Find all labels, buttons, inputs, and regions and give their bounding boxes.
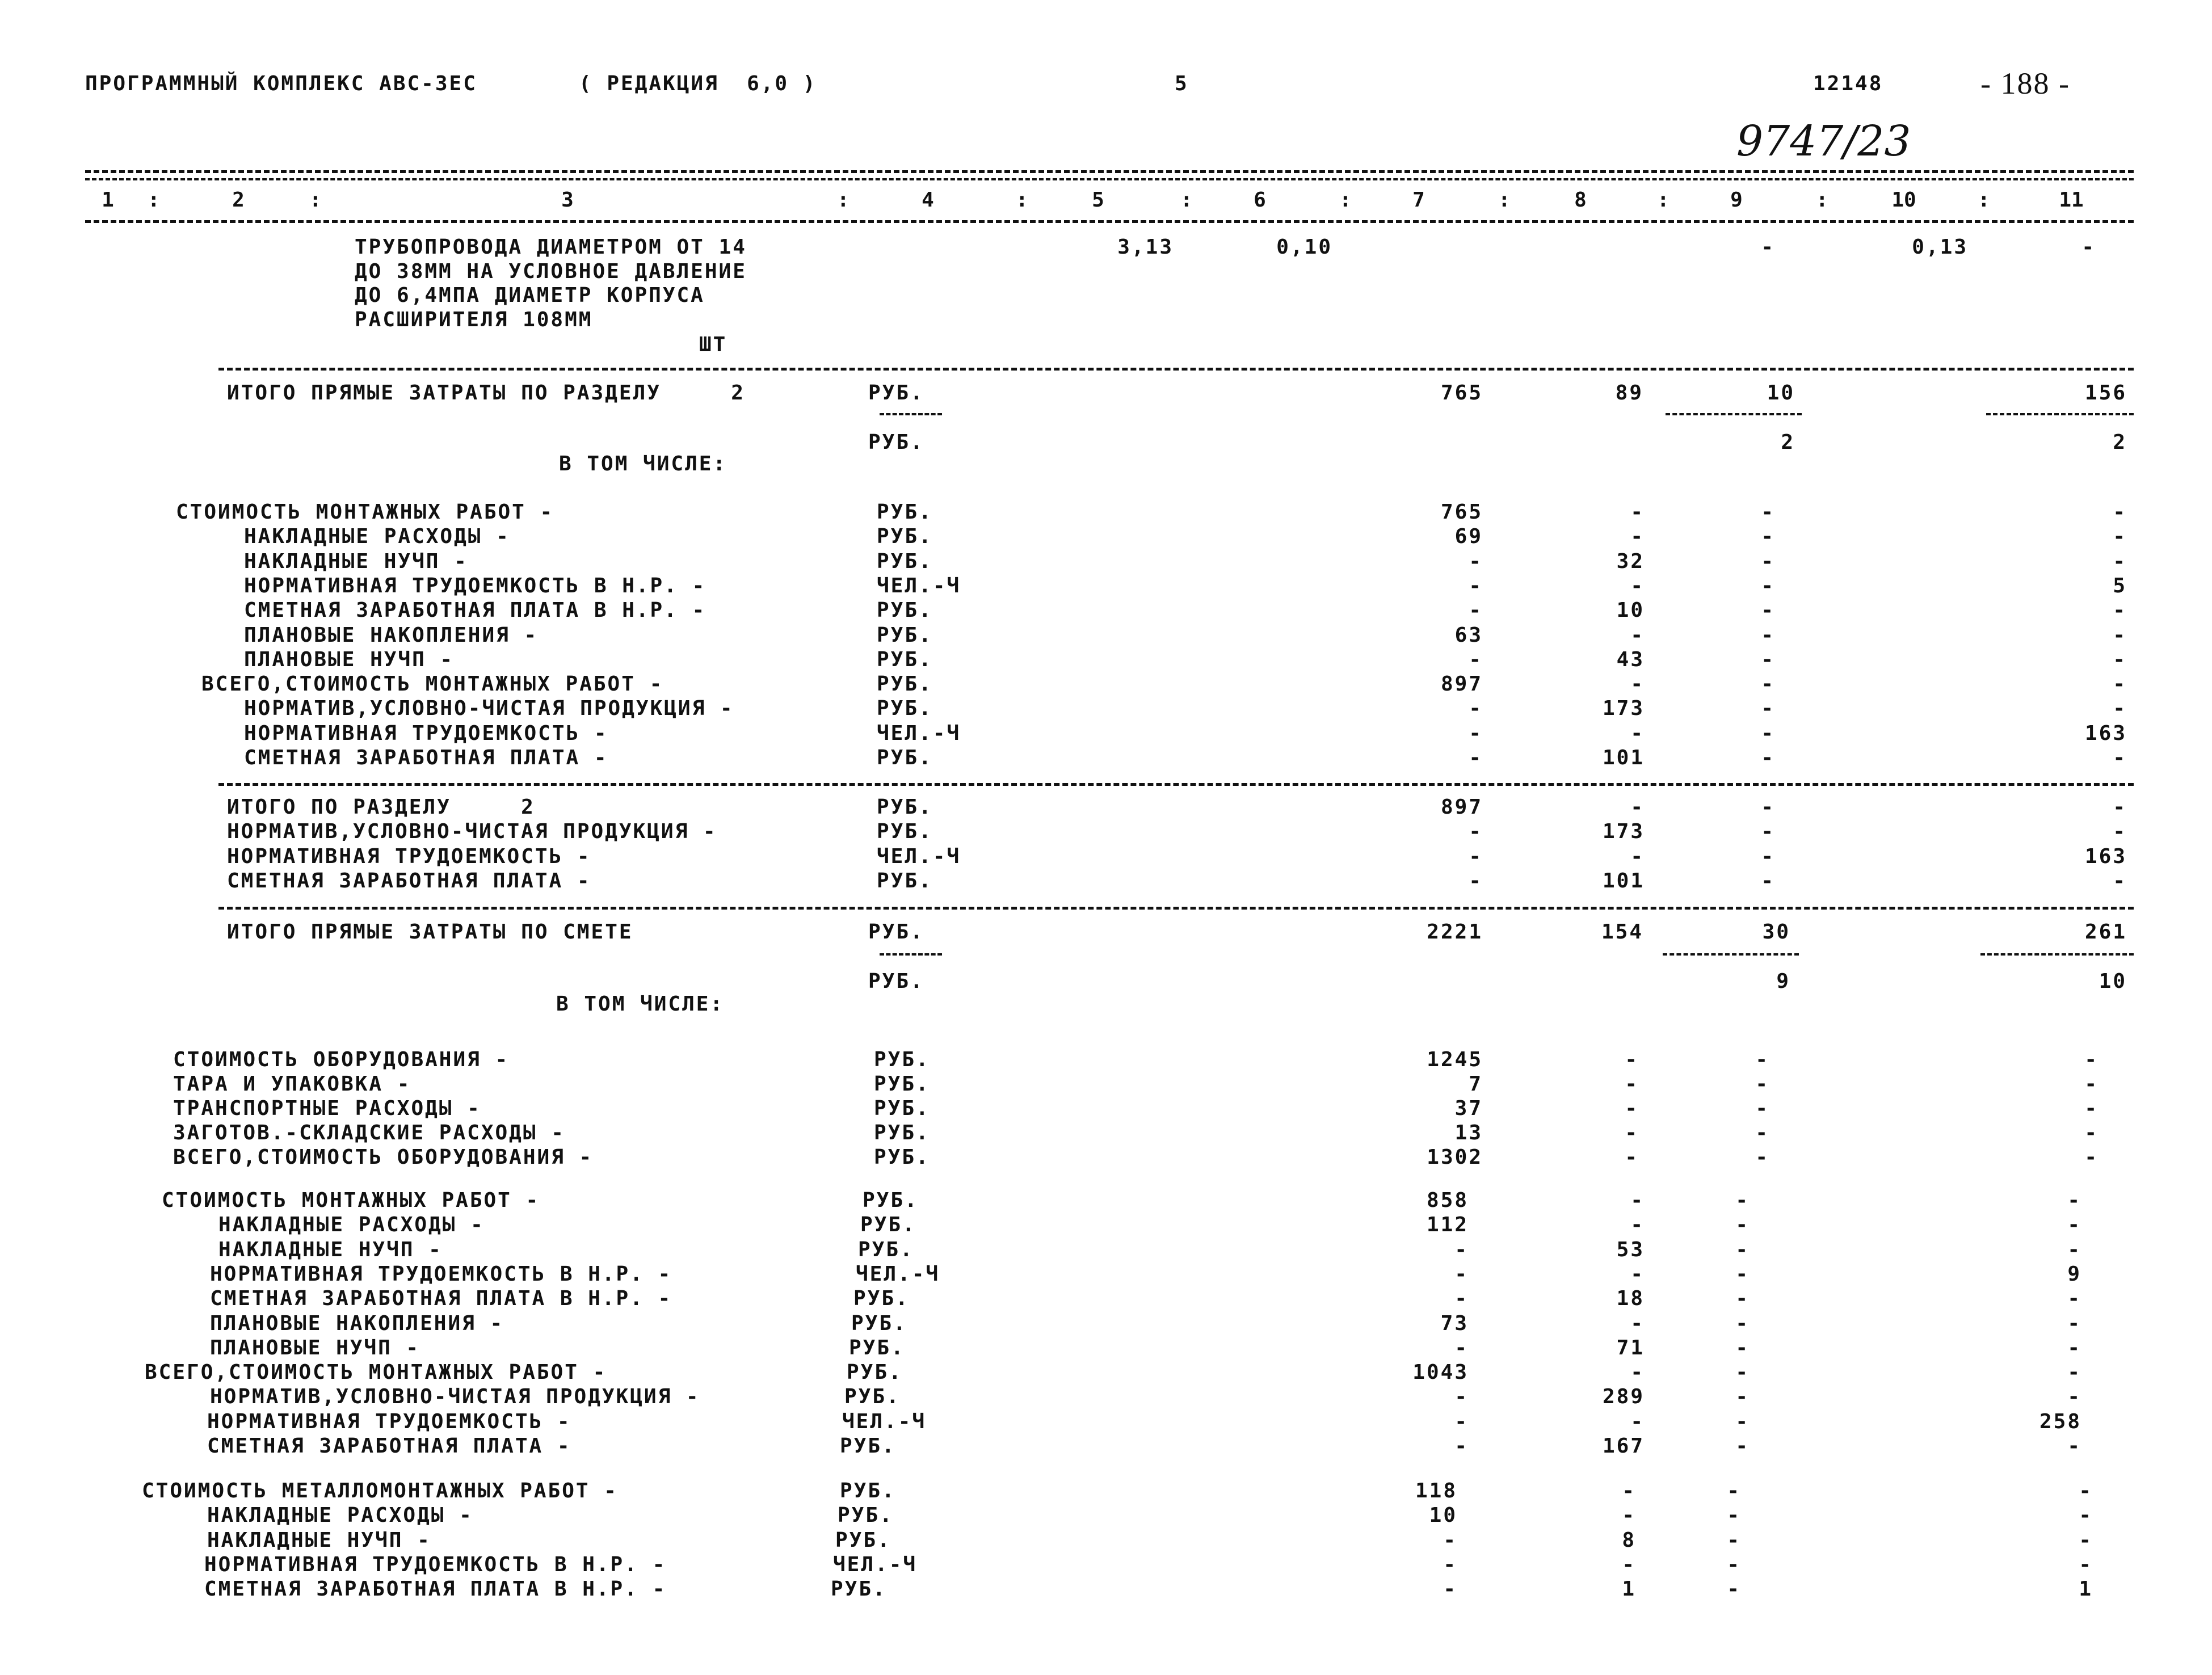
row-label: СТОИМОСТЬ МОНТАЖНЫХ РАБОТ - (176, 500, 554, 524)
row-col7: - (1469, 599, 1483, 622)
row-col9: - (1761, 500, 1775, 524)
program-title: ПРОГРАММНЫЙ КОМПЛЕКС АВС-3ЕС (85, 72, 477, 95)
estimate-total-col11-lower: 10 (2099, 970, 2127, 993)
row-col9: - (1727, 1577, 1741, 1601)
row-label: ВСЕГО,СТОИМОСТЬ МОНТАЖНЫХ РАБОТ - (145, 1361, 607, 1384)
row-unit: РУБ. (877, 525, 933, 549)
row-unit: РУБ. (877, 599, 933, 622)
row-unit: РУБ. (874, 1072, 930, 1096)
row-unit: РУБ. (840, 1434, 896, 1458)
row-col7: 69 (1454, 525, 1483, 549)
row-unit: РУБ. (877, 869, 933, 893)
column-separator: : (1978, 188, 1990, 212)
row-col7: - (1469, 549, 1483, 573)
row-unit: РУБ. (877, 697, 933, 721)
row-col7: 1043 (1412, 1361, 1469, 1384)
row-unit: ЧЕЛ.-Ч (877, 844, 961, 868)
row-unit: ЧЕЛ.-Ч (842, 1409, 927, 1433)
top-item-col9: - (1761, 235, 1775, 259)
row-label: ТАРА И УПАКОВКА - (173, 1072, 411, 1096)
column-separator: : (148, 188, 160, 212)
row-label: ПЛАНОВЫЕ НУЧП - (244, 647, 455, 671)
row-col8: - (1622, 1504, 1636, 1527)
column-separator: : (837, 188, 850, 212)
row-col8: - (1630, 672, 1645, 696)
estimate-total-unit: РУБ. (868, 920, 924, 944)
row-label: СТОИМОСТЬ МЕТАЛЛОМОНТАЖНЫХ РАБОТ - (142, 1479, 618, 1503)
row-col7: - (1469, 844, 1483, 868)
row-col7: - (1454, 1385, 1469, 1409)
estimate-total-col9: 30 (1762, 920, 1790, 944)
row-col8: - (1630, 500, 1645, 524)
page-number: - 188 - (1980, 66, 2070, 100)
row-unit: РУБ. (874, 1097, 930, 1120)
column-separator: : (1016, 188, 1028, 212)
row-col11: - (2067, 1238, 2081, 1261)
row-col7: 765 (1440, 500, 1483, 524)
row-col11: - (2079, 1479, 2093, 1503)
row-col8: - (1622, 1479, 1636, 1503)
row-label: СМЕТНАЯ ЗАРАБОТНАЯ ПЛАТА В Н.Р. - (204, 1577, 667, 1601)
row-col7: - (1454, 1409, 1469, 1433)
row-col11: - (2079, 1528, 2093, 1552)
row-col9: - (1735, 1361, 1750, 1384)
row-col9: - (1761, 721, 1775, 745)
section1-total-col9: 10 (1767, 381, 1795, 405)
row-col9: - (1755, 1048, 1769, 1071)
row-col9: - (1735, 1336, 1750, 1360)
row-col9: - (1755, 1097, 1769, 1120)
row-col11: - (2113, 820, 2127, 844)
row-col8: - (1630, 1409, 1645, 1433)
row-col11: - (2067, 1213, 2081, 1237)
row-label: НАКЛАДНЫЕ НУЧП - (207, 1528, 431, 1552)
row-unit: РУБ. (849, 1336, 905, 1360)
row-label: СМЕТНАЯ ЗАРАБОТНАЯ ПЛАТА В Н.Р. - (244, 599, 707, 622)
table-top-rule-1 (85, 170, 2134, 173)
row-label: НАКЛАДНЫЕ НУЧП - (218, 1238, 443, 1261)
row-col11: - (2113, 796, 2127, 819)
row-col9: - (1735, 1262, 1750, 1286)
row-col9: - (1761, 796, 1775, 819)
estimate-total-col8: 154 (1601, 920, 1643, 944)
row-label: СТОИМОСТЬ ОБОРУДОВАНИЯ - (173, 1048, 510, 1071)
row-col9: - (1761, 549, 1775, 573)
column-number: 4 (922, 188, 934, 212)
underline-s2-unit (880, 953, 942, 956)
row-col8: - (1630, 1213, 1645, 1237)
row-col11: 5 (2113, 574, 2127, 597)
top-item-col6: 0,10 (1276, 235, 1332, 259)
row-col7: - (1454, 1287, 1469, 1311)
row-col8: - (1622, 1552, 1636, 1576)
row-label: ПЛАНОВЫЕ НАКОПЛЕНИЯ - (210, 1311, 504, 1335)
row-col8: - (1625, 1121, 1639, 1144)
section1-total-label: ИТОГО ПРЯМЫЕ ЗАТРАТЫ ПО РАЗДЕЛУ 2 (227, 381, 745, 405)
row-col7: 10 (1429, 1504, 1457, 1527)
row-label: НОРМАТИВНАЯ ТРУДОЕМКОСТЬ - (227, 844, 591, 868)
row-label: ЗАГОТОВ.-СКЛАДСКИЕ РАСХОДЫ - (173, 1121, 565, 1144)
row-label: НОРМАТИВНАЯ ТРУДОЕМКОСТЬ В Н.Р. - (244, 574, 707, 597)
row-label: ИТОГО ПО РАЗДЕЛУ 2 (227, 796, 535, 819)
row-col11: - (2084, 1146, 2099, 1169)
row-col11: 1 (2079, 1577, 2093, 1601)
row-label: НАКЛАДНЫЕ РАСХОДЫ - (207, 1504, 473, 1527)
row-unit: РУБ. (860, 1213, 916, 1237)
row-unit: ЧЕЛ.-Ч (877, 574, 961, 597)
estimate-total-label: ИТОГО ПРЯМЫЕ ЗАТРАТЫ ПО СМЕТЕ (227, 920, 633, 944)
row-col9: - (1761, 820, 1775, 844)
underline-s1-unit (880, 413, 942, 415)
row-col9: - (1761, 647, 1775, 671)
row-col11: - (2067, 1361, 2081, 1384)
underline-s2-c9 (1663, 953, 1799, 956)
row-label: ПЛАНОВЫЕ НАКОПЛЕНИЯ - (244, 623, 539, 647)
edition-label: ( РЕДАКЦИЯ 6,0 ) (579, 72, 817, 95)
row-col11: - (2079, 1504, 2093, 1527)
row-col8: 167 (1602, 1434, 1645, 1458)
section1-total-unit2: РУБ. (868, 431, 924, 454)
row-col9: - (1735, 1213, 1750, 1237)
sheet-number: 5 (1175, 72, 1189, 95)
row-col9: - (1761, 574, 1775, 597)
row-col9: - (1727, 1504, 1741, 1527)
rule-before-s1 (218, 368, 2134, 371)
row-col9: - (1735, 1434, 1750, 1458)
row-col8: 71 (1616, 1336, 1645, 1360)
row-label: НОРМАТИВНАЯ ТРУДОЕМКОСТЬ В Н.Р. - (210, 1262, 672, 1286)
document-code: 12148 (1813, 72, 1883, 95)
row-col9: - (1735, 1409, 1750, 1433)
row-label: СТОИМОСТЬ МОНТАЖНЫХ РАБОТ - (162, 1189, 540, 1212)
row-col11: - (2113, 599, 2127, 622)
estimate-including-heading: В ТОМ ЧИСЛЕ: (556, 992, 725, 1016)
row-col8: 101 (1602, 746, 1645, 769)
row-col8: - (1630, 1311, 1645, 1335)
row-col11: - (2113, 500, 2127, 524)
row-col8: 173 (1602, 820, 1645, 844)
row-label: НОРМАТИВ,УСЛОВНО-ЧИСТАЯ ПРОДУКЦИЯ - (210, 1385, 700, 1409)
row-col11: - (2084, 1072, 2099, 1096)
row-label: НАКЛАДНЫЕ НУЧП - (244, 549, 468, 573)
row-col9: - (1761, 697, 1775, 721)
row-label: ТРАНСПОРТНЫЕ РАСХОДЫ - (173, 1097, 481, 1120)
row-col9: - (1735, 1189, 1750, 1212)
row-col11: - (2079, 1552, 2093, 1576)
row-col9: - (1761, 599, 1775, 622)
row-unit: РУБ. (874, 1121, 930, 1144)
row-col7: 73 (1440, 1311, 1469, 1335)
section1-total-col8: 89 (1615, 381, 1643, 405)
row-col7: 897 (1440, 796, 1483, 819)
row-col8: 10 (1616, 599, 1645, 622)
rule-before-s2 (218, 907, 2134, 910)
row-col11: - (2113, 647, 2127, 671)
row-col9: - (1761, 623, 1775, 647)
row-col11: - (2084, 1121, 2099, 1144)
row-col11: - (2113, 549, 2127, 573)
row-col8: 289 (1602, 1385, 1645, 1409)
row-col11: - (2084, 1048, 2099, 1071)
row-col7: - (1469, 697, 1483, 721)
column-separator: : (1657, 188, 1669, 212)
row-col8: - (1625, 1048, 1639, 1071)
row-col11: 9 (2067, 1262, 2081, 1286)
row-unit: РУБ. (844, 1385, 901, 1409)
row-col7: - (1469, 820, 1483, 844)
row-col9: - (1727, 1528, 1741, 1552)
row-unit: РУБ. (877, 500, 933, 524)
row-col11: 163 (2084, 844, 2127, 868)
estimate-total-col11: 261 (2084, 920, 2127, 944)
description-line: ТРУБОПРОВОДА ДИАМЕТРОМ ОТ 14 (355, 235, 747, 259)
row-col8: 43 (1616, 647, 1645, 671)
row-col7: - (1454, 1238, 1469, 1261)
row-col9: - (1735, 1238, 1750, 1261)
row-col9: - (1761, 672, 1775, 696)
row-col7: - (1469, 647, 1483, 671)
row-label: СМЕТНАЯ ЗАРАБОТНАЯ ПЛАТА - (207, 1434, 571, 1458)
row-col11: - (2113, 869, 2127, 893)
row-col8: - (1625, 1097, 1639, 1120)
row-label: СМЕТНАЯ ЗАРАБОТНАЯ ПЛАТА - (227, 869, 591, 893)
column-number: 2 (232, 188, 245, 212)
row-col8: - (1625, 1072, 1639, 1096)
column-header-rule (85, 220, 2134, 223)
column-number: 5 (1092, 188, 1104, 212)
section1-total-col9-lower: 2 (1781, 431, 1795, 454)
row-col8: - (1630, 721, 1645, 745)
description-line: ДО 6,4МПА ДИАМЕТР КОРПУСА (355, 284, 705, 307)
row-col11: 258 (2039, 1409, 2081, 1433)
row-col11: 163 (2084, 721, 2127, 745)
row-col8: 32 (1616, 549, 1645, 573)
row-col8: - (1630, 1361, 1645, 1384)
row-unit: РУБ. (851, 1311, 907, 1335)
row-unit: РУБ. (835, 1528, 891, 1552)
description-line: РАСШИРИТЕЛЯ 108ММ (355, 308, 593, 331)
row-col7: 7 (1469, 1072, 1483, 1096)
row-col8: 18 (1616, 1287, 1645, 1311)
top-item-col10: 0,13 (1912, 235, 1968, 259)
row-col11: - (2113, 697, 2127, 721)
row-col9: - (1735, 1311, 1750, 1335)
row-col11: - (2084, 1097, 2099, 1120)
column-separator: : (1816, 188, 1828, 212)
row-col8: - (1630, 525, 1645, 549)
row-unit: РУБ. (877, 623, 933, 647)
row-label: НАКЛАДНЫЕ РАСХОДЫ - (218, 1213, 485, 1237)
row-unit: РУБ. (858, 1238, 914, 1261)
column-separator: : (309, 188, 322, 212)
section1-total-col11-lower: 2 (2113, 431, 2127, 454)
row-unit: РУБ. (853, 1287, 910, 1311)
row-col9: - (1761, 746, 1775, 769)
row-col8: 53 (1616, 1238, 1645, 1261)
row-unit: РУБ. (877, 672, 933, 696)
row-col9: - (1755, 1146, 1769, 1169)
section1-total-unit: РУБ. (868, 381, 924, 405)
row-unit: РУБ. (840, 1479, 896, 1503)
row-col7: 858 (1426, 1189, 1469, 1212)
handwritten-number: 9747/23 (1736, 117, 1911, 166)
row-col11: - (2113, 525, 2127, 549)
row-unit: РУБ. (874, 1048, 930, 1071)
row-col11: - (2113, 746, 2127, 769)
section1-total-col11: 156 (2084, 381, 2127, 405)
row-col7: 1245 (1427, 1048, 1483, 1071)
section1-including-heading: В ТОМ ЧИСЛЕ: (559, 452, 727, 475)
row-label: НОРМАТИВ,УСЛОВНО-ЧИСТАЯ ПРОДУКЦИЯ - (227, 820, 717, 844)
row-col7: 63 (1454, 623, 1483, 647)
row-label: НОРМАТИВНАЯ ТРУДОЕМКОСТЬ В Н.Р. - (204, 1552, 667, 1576)
row-col7: - (1454, 1262, 1469, 1286)
estimate-total-col9-lower: 9 (1776, 970, 1790, 993)
row-label: СМЕТНАЯ ЗАРАБОТНАЯ ПЛАТА В Н.Р. - (210, 1287, 672, 1311)
row-col9: - (1761, 844, 1775, 868)
column-number: 10 (1891, 188, 1916, 212)
row-unit: РУБ. (874, 1146, 930, 1169)
column-number: 11 (2059, 188, 2084, 212)
row-col8: - (1625, 1146, 1639, 1169)
row-col7: 118 (1415, 1479, 1457, 1503)
row-col9: - (1761, 525, 1775, 549)
row-unit: РУБ. (877, 796, 933, 819)
column-number: 9 (1730, 188, 1743, 212)
column-number: 7 (1412, 188, 1425, 212)
row-col7: - (1454, 1434, 1469, 1458)
column-number: 8 (1574, 188, 1587, 212)
row-col11: - (2067, 1434, 2081, 1458)
row-col7: - (1443, 1528, 1457, 1552)
column-separator: : (1180, 188, 1193, 212)
row-col8: - (1630, 574, 1645, 597)
row-col9: - (1735, 1385, 1750, 1409)
table-top-rule-2 (85, 178, 2134, 180)
row-col7: 897 (1440, 672, 1483, 696)
row-col7: - (1469, 869, 1483, 893)
row-col7: 1302 (1427, 1146, 1483, 1169)
row-label: НОРМАТИВ,УСЛОВНО-ЧИСТАЯ ПРОДУКЦИЯ - (244, 697, 734, 721)
row-col11: - (2067, 1385, 2081, 1409)
row-col8: 8 (1622, 1528, 1636, 1552)
row-label: НАКЛАДНЫЕ РАСХОДЫ - (244, 525, 510, 549)
row-col8: 173 (1602, 697, 1645, 721)
row-col11: - (2067, 1189, 2081, 1212)
column-number: 3 (561, 188, 574, 212)
row-col8: - (1630, 796, 1645, 819)
row-col11: - (2113, 623, 2127, 647)
row-col8: - (1630, 623, 1645, 647)
row-col11: - (2067, 1336, 2081, 1360)
row-col7: - (1443, 1552, 1457, 1576)
row-col7: - (1469, 721, 1483, 745)
row-col9: - (1755, 1072, 1769, 1096)
row-col7: - (1454, 1336, 1469, 1360)
row-col9: - (1727, 1552, 1741, 1576)
row-col7: - (1469, 574, 1483, 597)
row-col8: - (1630, 844, 1645, 868)
row-unit: ЧЕЛ.-Ч (856, 1262, 940, 1286)
row-col8: - (1630, 1262, 1645, 1286)
row-label: СМЕТНАЯ ЗАРАБОТНАЯ ПЛАТА - (244, 746, 608, 769)
underline-s2-c11 (1980, 953, 2134, 956)
row-unit: РУБ. (877, 746, 933, 769)
row-unit: РУБ. (838, 1504, 894, 1527)
row-label: НОРМАТИВНАЯ ТРУДОЕМКОСТЬ - (207, 1409, 571, 1433)
row-unit: РУБ. (831, 1577, 887, 1601)
row-col11: - (2067, 1287, 2081, 1311)
row-unit: ЧЕЛ.-Ч (877, 721, 961, 745)
row-col8: 1 (1622, 1577, 1636, 1601)
row-col8: 101 (1602, 869, 1645, 893)
top-item-col11: - (2081, 235, 2096, 259)
row-unit: РУБ. (877, 549, 933, 573)
top-item-col5: 3,13 (1117, 235, 1174, 259)
row-col9: - (1735, 1287, 1750, 1311)
estimate-total-col7: 2221 (1427, 920, 1483, 944)
row-unit: РУБ. (863, 1189, 919, 1212)
row-col9: - (1755, 1121, 1769, 1144)
row-col7: - (1443, 1577, 1457, 1601)
top-item-unit: ШТ (699, 333, 727, 356)
row-col9: - (1727, 1479, 1741, 1503)
row-unit: РУБ. (877, 647, 933, 671)
row-col9: - (1761, 869, 1775, 893)
underline-s1-c11 (1986, 413, 2134, 415)
row-label: ПЛАНОВЫЕ НУЧП - (210, 1336, 420, 1360)
row-label: НОРМАТИВНАЯ ТРУДОЕМКОСТЬ - (244, 721, 608, 745)
column-separator: : (1339, 188, 1352, 212)
row-label: ВСЕГО,СТОИМОСТЬ МОНТАЖНЫХ РАБОТ - (201, 672, 664, 696)
column-number: 6 (1254, 188, 1266, 212)
column-number: 1 (102, 188, 114, 212)
row-col7: 13 (1454, 1121, 1483, 1144)
description-line: ДО 38ММ НА УСЛОВНОЕ ДАВЛЕНИЕ (355, 260, 747, 283)
row-col11: - (2113, 672, 2127, 696)
row-col11: - (2067, 1311, 2081, 1335)
row-col7: 112 (1426, 1213, 1469, 1237)
row-col7: 37 (1454, 1097, 1483, 1120)
row-unit: ЧЕЛ.-Ч (833, 1552, 918, 1576)
row-col8: - (1630, 1189, 1645, 1212)
underline-s1-c9 (1666, 413, 1802, 415)
row-unit: РУБ. (877, 820, 933, 844)
rule-before-b2 (218, 783, 2134, 786)
row-col7: - (1469, 746, 1483, 769)
section1-total-col7: 765 (1440, 381, 1483, 405)
estimate-total-unit2: РУБ. (868, 970, 924, 993)
column-separator: : (1498, 188, 1511, 212)
row-unit: РУБ. (847, 1361, 903, 1384)
row-label: ВСЕГО,СТОИМОСТЬ ОБОРУДОВАНИЯ - (173, 1146, 594, 1169)
